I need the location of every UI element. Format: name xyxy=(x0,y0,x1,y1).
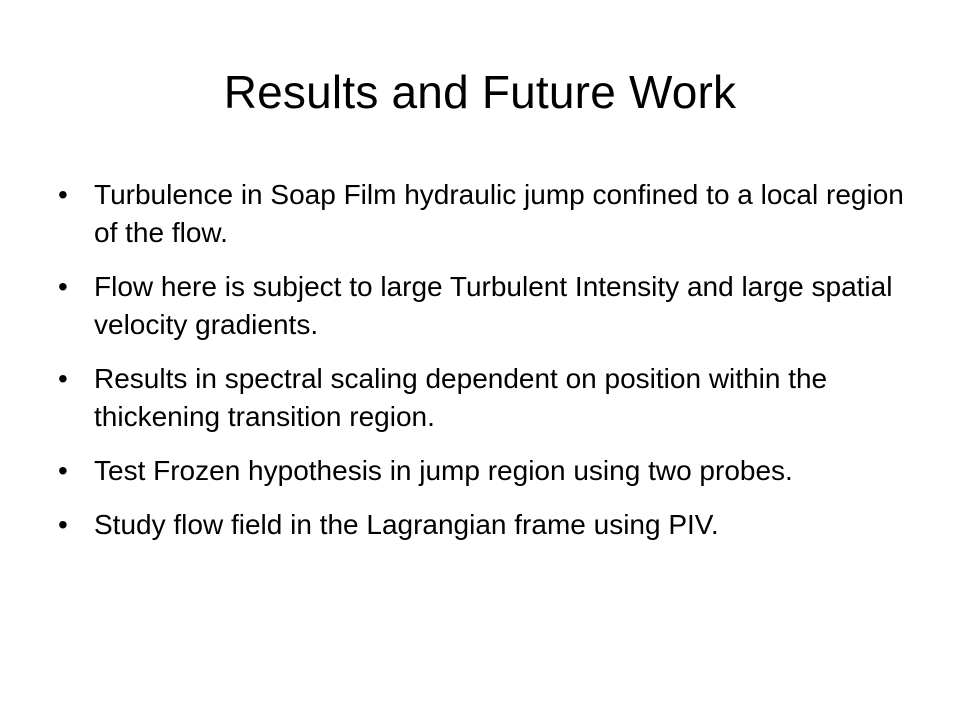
bullet-icon: • xyxy=(58,271,68,302)
bullet-icon: • xyxy=(58,455,68,486)
bullet-text: Test Frozen hypothesis in jump region using two probes. xyxy=(94,455,793,486)
bullet-item xyxy=(56,452,916,490)
slide-title: Results and Future Work xyxy=(223,66,737,118)
bullet-item xyxy=(56,360,916,436)
bullet-item xyxy=(56,268,916,344)
bullet-icon: • xyxy=(58,509,68,540)
bullet-icon: • xyxy=(58,179,68,210)
bullet-text: Results in spectral scaling dependent on position within the thickening transition region. xyxy=(94,363,828,432)
bullet-list xyxy=(56,176,916,560)
bullet-item xyxy=(56,176,916,252)
bullet-icon: • xyxy=(58,363,68,394)
bullet-text: Study flow field in the Lagrangian frame using PIV. xyxy=(94,509,719,540)
bullet-text: Turbulence in Soap Film hydraulic jump confined to a local region of the flow. xyxy=(94,179,904,248)
bullet-text: Flow here is subject to large Turbulent Intensity and large spatial velocity gradients. xyxy=(94,271,893,340)
bullet-item xyxy=(56,506,916,544)
